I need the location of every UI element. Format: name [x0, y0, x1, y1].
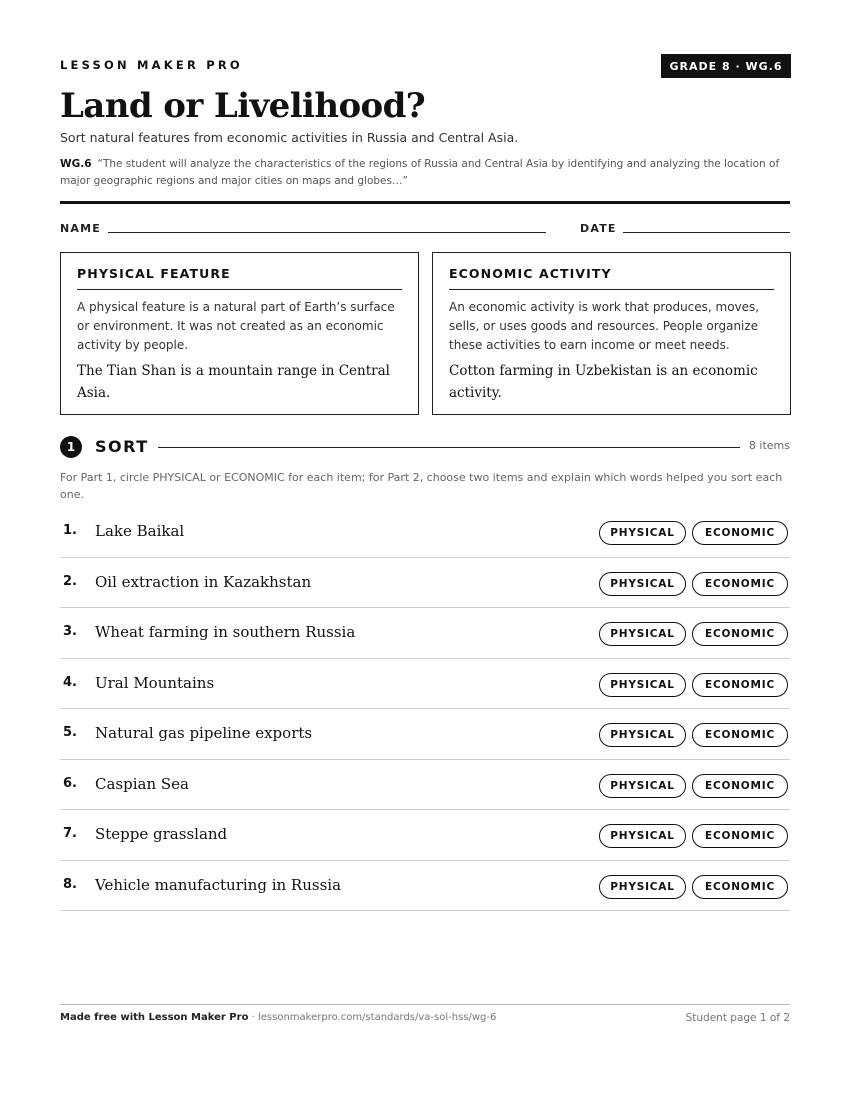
definition-text: An economic activity is work that produces, moves, sells, or uses goods and resources. People organize these activities to earn income or meet needs. — [449, 300, 760, 352]
sort-item — [60, 810, 790, 861]
item-number: 6. — [63, 775, 77, 791]
section-divider — [158, 447, 740, 448]
sort-item — [60, 760, 790, 811]
economic-choice[interactable]: ECONOMIC — [692, 774, 788, 798]
physical-choice[interactable]: PHYSICAL — [599, 521, 686, 545]
sort-item — [60, 558, 790, 609]
item-text: Caspian Sea — [95, 774, 189, 793]
item-number: 3. — [63, 624, 77, 639]
physical-choice[interactable]: PHYSICAL — [599, 824, 686, 848]
physical-choice[interactable]: PHYSICAL — [599, 622, 686, 646]
economic-choice[interactable]: ECONOMIC — [692, 572, 788, 596]
physical-feature-definition — [60, 252, 419, 415]
economic-choice[interactable]: ECONOMIC — [692, 622, 788, 646]
item-text: Vehicle manufacturing in Russia — [95, 875, 342, 894]
date-label: DATE — [580, 222, 617, 235]
item-count: 8 items — [748, 439, 790, 452]
economic-choice[interactable]: ECONOMIC — [692, 723, 788, 747]
physical-choice[interactable]: PHYSICAL — [599, 572, 686, 596]
sort-item — [60, 861, 790, 912]
definition-text: A physical feature is a natural part of Earth’s surface or environment. It was not created as an economic activity by people. — [77, 300, 395, 352]
header-divider — [60, 201, 790, 204]
standard-quote — [60, 156, 790, 190]
page-number: Student page 1 of 2 — [685, 1012, 790, 1024]
footer-url[interactable]: · lessonmakerpro.com/standards/va-sol-hss/wg-6 — [248, 1012, 497, 1023]
economic-choice[interactable]: ECONOMIC — [692, 521, 788, 545]
footer-divider — [60, 1004, 790, 1005]
physical-choice[interactable]: PHYSICAL — [599, 774, 686, 798]
definition-example: Cotton farming in Uzbekistan is an economic activity. — [449, 363, 758, 401]
item-number: 4. — [63, 674, 77, 690]
economic-activity-definition — [432, 252, 791, 415]
item-text: Ural Mountains — [95, 673, 215, 692]
item-number: 7. — [63, 826, 77, 841]
item-number: 8. — [63, 876, 77, 892]
page-subtitle: Sort natural features from economic activities in Russia and Central Asia. — [60, 130, 519, 145]
standard-text: “The student will analyze the characteristics of the regions of Russia and Central Asia by identifying and analyzing the location of major geographic regions and major cities on maps and globes…” — [60, 158, 780, 187]
item-number: 2. — [63, 573, 77, 589]
instructions: For Part 1, circle PHYSICAL or ECONOMIC for each item; for Part 2, choose two items and explain which words helped you sort each one. — [60, 471, 783, 501]
physical-choice[interactable]: PHYSICAL — [599, 875, 686, 899]
item-number: 1. — [63, 523, 77, 538]
economic-choice[interactable]: ECONOMIC — [692, 673, 788, 697]
section-number-badge: 1 — [60, 436, 82, 458]
sort-item — [60, 659, 790, 710]
brand-name: LESSON MAKER PRO — [60, 58, 243, 72]
economic-choice[interactable]: ECONOMIC — [692, 875, 788, 899]
sort-item-list — [60, 507, 790, 911]
name-field[interactable] — [108, 232, 546, 233]
sort-item — [60, 709, 790, 760]
sort-item — [60, 507, 790, 558]
physical-choice[interactable]: PHYSICAL — [599, 673, 686, 697]
item-text: Oil extraction in Kazakhstan — [95, 572, 312, 591]
footer-made-by: Made free with Lesson Maker Pro — [60, 1012, 249, 1023]
item-text: Wheat farming in southern Russia — [95, 623, 356, 641]
definition-heading: ECONOMIC ACTIVITY — [449, 266, 774, 290]
page-title: Land or Livelihood? — [60, 86, 426, 126]
name-label: NAME — [60, 222, 101, 235]
footer-credit — [60, 1012, 496, 1023]
date-field[interactable] — [623, 232, 790, 233]
physical-choice[interactable]: PHYSICAL — [599, 723, 686, 747]
standard-code: WG.6 — [60, 158, 92, 170]
item-text: Lake Baikal — [95, 522, 185, 540]
item-text: Steppe grassland — [95, 825, 228, 843]
item-number: 5. — [63, 725, 77, 740]
item-text: Natural gas pipeline exports — [95, 724, 313, 742]
section-title: SORT — [95, 437, 149, 456]
sort-item — [60, 608, 790, 659]
economic-choice[interactable]: ECONOMIC — [692, 824, 788, 848]
definition-heading: PHYSICAL FEATURE — [77, 266, 402, 290]
definition-example: The Tian Shan is a mountain range in Central Asia. — [77, 363, 390, 401]
grade-badge: GRADE 8 · WG.6 — [661, 54, 791, 78]
